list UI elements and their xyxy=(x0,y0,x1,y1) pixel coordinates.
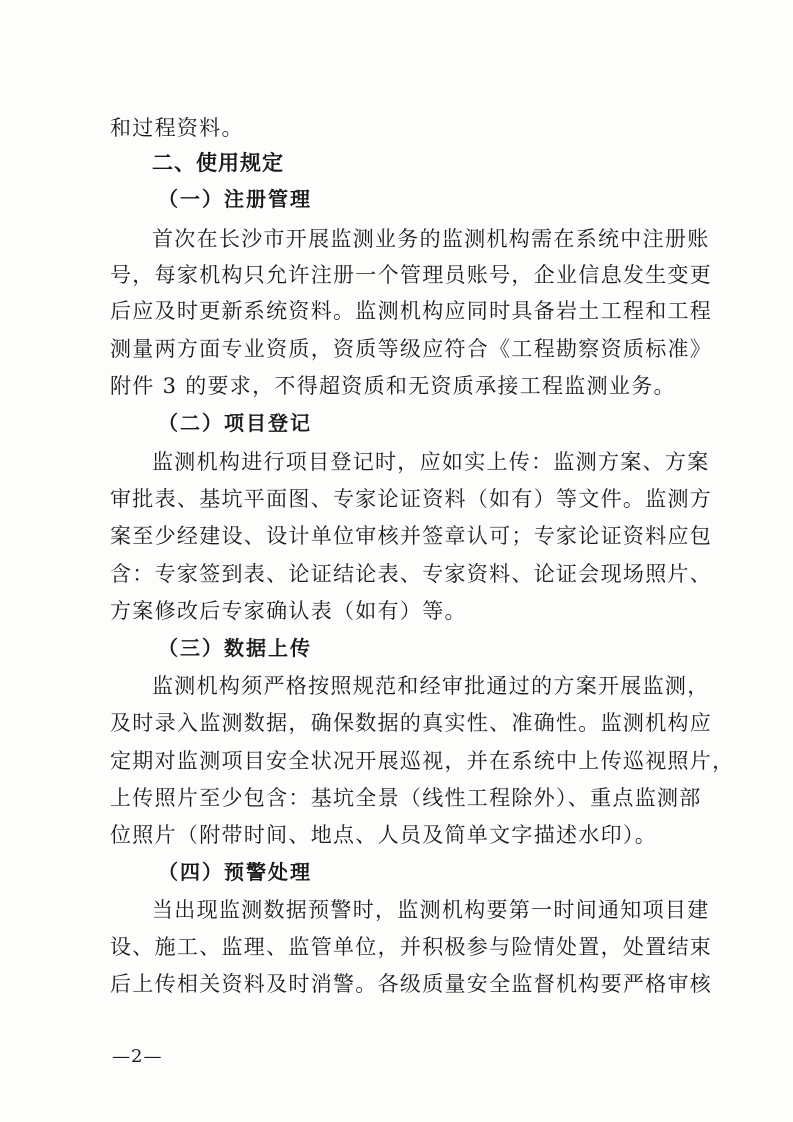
paragraph-line: 及时录入监测数据，确保数据的真实性、准确性。监测机构应 xyxy=(110,711,713,735)
paragraph-line: 方案修改后专家确认表（如有）等。 xyxy=(110,599,467,623)
paragraph-line: 审批表、基坑平面图、专家论证资料（如有）等文件。监测方 xyxy=(110,487,713,511)
paragraph-line: 后应及时更新系统资料。监测机构应同时具备岩土工程和工程 xyxy=(110,299,713,323)
paragraph-line: 监测机构须严格按照规范和经审批通过的方案开展监测， xyxy=(152,674,710,698)
paragraph-line: 监测机构进行项目登记时，应如实上传：监测方案、方案 xyxy=(152,450,710,474)
paragraph-line: 当出现监测数据预警时，监测机构要第一时间通知项目建 xyxy=(152,898,710,922)
paragraph-line: 附件 3 的要求，不得超资质和无资质承接工程监测业务。 xyxy=(110,374,676,398)
page-number: —2— xyxy=(112,1046,163,1067)
subsection-heading: （一）注册管理 xyxy=(158,187,312,211)
paragraph-line: 首次在长沙市开展监测业务的监测机构需在系统中注册账 xyxy=(152,227,710,251)
paragraph-line: 和过程资料。 xyxy=(110,116,244,140)
subsection-heading: （二）项目登记 xyxy=(158,411,312,435)
paragraph-line: 定期对监测项目安全状况开展巡视，并在系统中上传巡视照片， xyxy=(110,749,735,773)
paragraph-line: 含：专家签到表、论证结论表、专家资料、论证会现场照片、 xyxy=(110,562,713,586)
subsection-heading: （四）预警处理 xyxy=(158,860,312,884)
paragraph-line: 号，每家机构只允许注册一个管理员账号，企业信息发生变更 xyxy=(110,263,713,287)
paragraph-line: 设、施工、监理、监管单位，并积极参与险情处置，处置结束 xyxy=(110,935,713,959)
paragraph-line: 测量两方面专业资质，资质等级应符合《工程勘察资质标准》 xyxy=(110,337,713,361)
paragraph-line: 上传照片至少包含：基坑全景（线性工程除外）、重点监测部 xyxy=(110,786,702,810)
section-heading: 二、使用规定 xyxy=(152,150,284,175)
paragraph-line: 后上传相关资料及时消警。各级质量安全监督机构要严格审核 xyxy=(110,972,713,996)
paragraph-line: 位照片（附带时间、地点、人员及简单文字描述水印）。 xyxy=(110,823,657,847)
subsection-heading: （三）数据上传 xyxy=(158,636,312,660)
paragraph-line: 案至少经建设、设计单位审核并签章认可；专家论证资料应包 xyxy=(110,524,713,548)
